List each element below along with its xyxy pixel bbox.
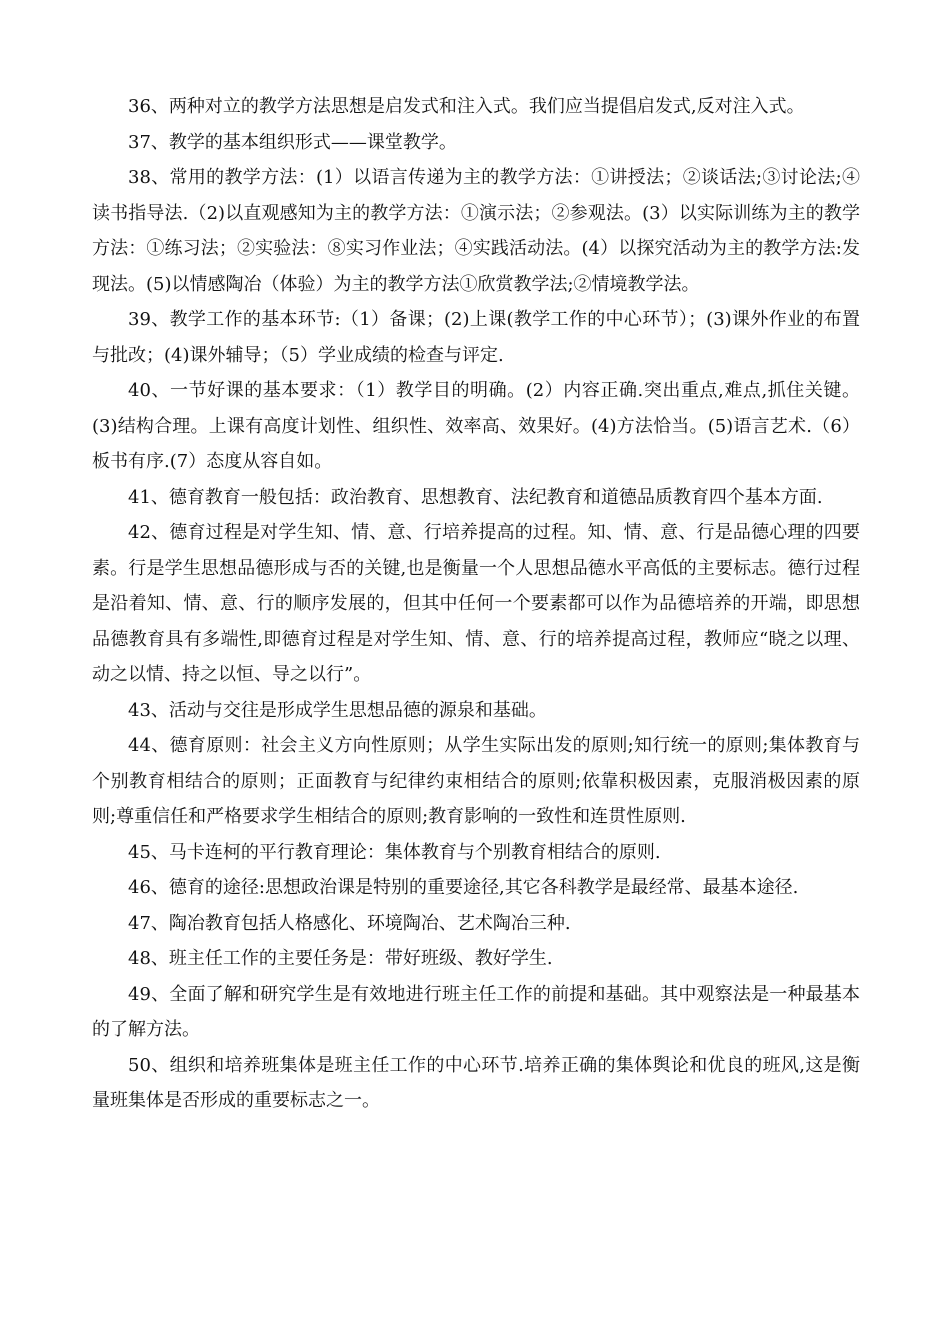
- paragraph-38: 38、常用的教学方法：(1）以语言传递为主的教学方法：①讲授法；②谈话法;③讨论法;④读书指导法.（2)以直观感知为主的教学方法：①演示法；②参观法。(3）以实际训练为主的教学方法：①练习法；②实验法：⑧实习作业法；④实践活动法。(4）以探究活动为主的教学方法:发现法。(5)以情感陶冶（体验）为主的教学方法①欣赏教学法;②情境教学法。: [92, 167, 860, 295]
- paragraph-50: 50、组织和培养班集体是班主任工作的中心环节.培养正确的集体舆论和优良的班风,这是衡量班集体是否形成的重要标志之一。: [92, 1054, 860, 1111]
- paragraph-43: 43、活动与交往是形成学生思想品德的源泉和基础。: [128, 699, 547, 721]
- document-page: [92, 89, 860, 1119]
- paragraph-40: 40、一节好课的基本要求：（1）教学目的明确。(2）内容正确.突出重点,难点,抓住关键。(3)结构合理。上课有高度计划性、组织性、效率高、效果好。(4)方法恰当。(5)语言艺术.（6）板书有序.(7）态度从容自如。: [92, 380, 860, 472]
- paragraph-46: 46、德育的途径:思想政治课是特别的重要途径,其它各科教学是最经常、最基本途径.: [128, 877, 799, 898]
- paragraph-37: 37、教学的基本组织形式——课堂教学。: [128, 131, 457, 153]
- paragraph-44: 44、德育原则：社会主义方向性原则；从学生实际出发的原则;知行统一的原则;集体教育与个别教育相结合的原则；正面教育与纪律约束相结合的原则;依靠积极因素，克服消极因素的原则;尊重信任和严格要求学生相结合的原则;教育影响的一致性和连贯性原则.: [92, 735, 860, 827]
- paragraph-36: 36、两种对立的教学方法思想是启发式和注入式。我们应当提倡启发式,反对注入式。: [128, 96, 805, 117]
- paragraph-47: 47、陶冶教育包括人格感化、环境陶冶、艺术陶冶三种.: [128, 912, 571, 934]
- paragraph-41: 41、德育教育一般包括：政治教育、思想教育、法纪教育和道德品质教育四个基本方面.: [128, 486, 823, 508]
- paragraph-45: 45、马卡连柯的平行教育理论：集体教育与个别教育相结合的原则.: [128, 841, 661, 863]
- paragraph-42: 42、德育过程是对学生知、情、意、行培养提高的过程。知、情、意、行是品德心理的四要素。行是学生思想品德形成与否的关键,也是衡量一个人思想品德水平高低的主要标志。德行过程是沿着知、情、意、行的顺序发展的，但其中任何一个要素都可以作为品德培养的开端，即思想品德教育具有多端性,即德育过程是对学生知、情、意、行的培养提高过程，教师应“晓之以理、动之以情、持之以恒、导之以行”。: [92, 522, 860, 685]
- paragraph-49: 49、全面了解和研究学生是有效地进行班主任工作的前提和基础。其中观察法是一种最基本的了解方法。: [92, 983, 860, 1040]
- paragraph-39: 39、教学工作的基本环节:（1）备课；(2)上课(教学工作的中心环节）；(3)课外作业的布置与批改；(4)课外辅导；（5）学业成绩的检查与评定.: [92, 309, 860, 366]
- paragraph-48: 48、班主任工作的主要任务是：带好班级、教好学生.: [128, 948, 553, 969]
